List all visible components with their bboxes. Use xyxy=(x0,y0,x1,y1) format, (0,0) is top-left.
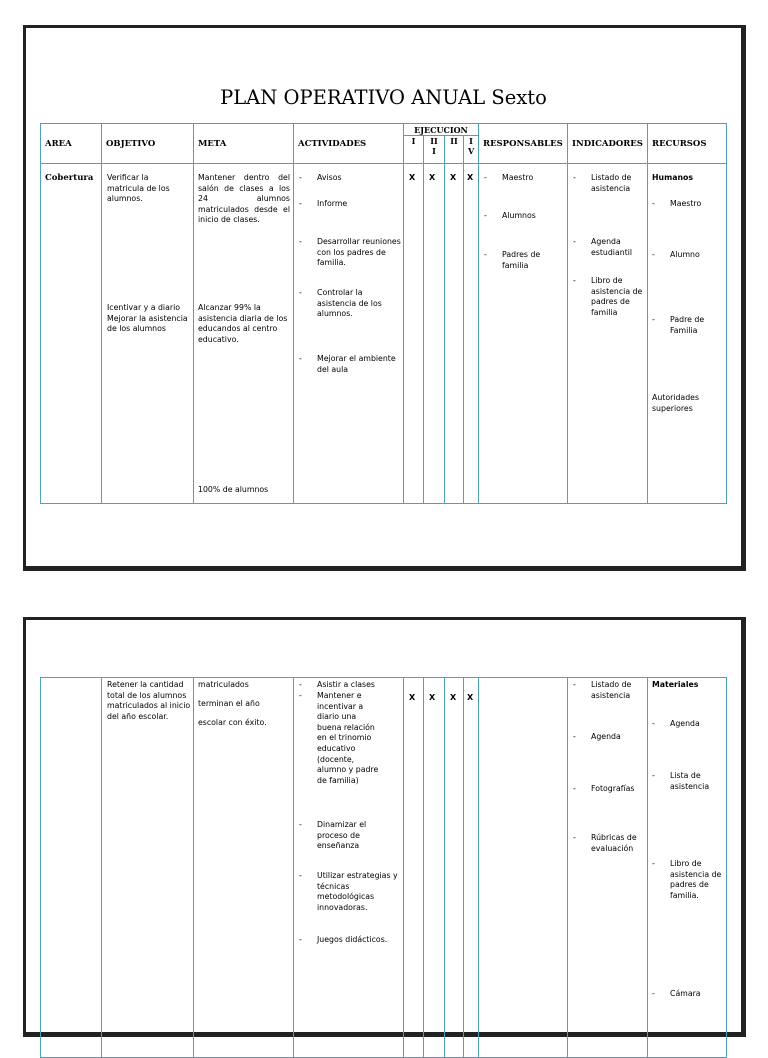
recurso-item: Lista de asistencia xyxy=(670,771,710,791)
ejecucion-q4-cell xyxy=(464,678,479,1058)
header-objetivo: OBJETIVO xyxy=(102,124,194,164)
recurso-item: Padre de Familia xyxy=(670,315,705,335)
recurso-item: Agenda xyxy=(670,719,700,728)
actividad-item: Utilizar estrategias y técnicas metodológicas innovadoras. xyxy=(317,871,398,912)
meta-cell xyxy=(194,678,294,1058)
ejecucion-q2-cell xyxy=(424,678,445,1058)
objetivo-item: Verificar la matricula de los alumnos. xyxy=(107,173,170,204)
ejecucion-q1-cell xyxy=(404,164,424,504)
actividad-item: Desarrollar reuniones con los padres de familia. xyxy=(317,237,401,268)
ejecucion-mark: X xyxy=(409,693,416,702)
ejecucion-mark: X xyxy=(409,173,416,182)
actividad-item: Informe xyxy=(317,199,348,208)
indicador-item: Fotografías xyxy=(591,784,635,793)
table-row xyxy=(41,164,727,504)
header-indicadores: INDICADORES xyxy=(568,124,648,164)
area-cell xyxy=(41,678,102,1058)
recursos-cell: Materiales - Agenda - Lista de asistencia - Libro de asistencia de padres de familia. - Cámara xyxy=(648,678,727,1058)
area-cell xyxy=(41,164,102,504)
objetivo-cell xyxy=(102,678,194,1058)
actividades-cell: - Avisos - Informe - Desarrollar reuniones con los padres de familia. - Controlar la asistencia de los alumnos. - Mejorar el ambiente del aula xyxy=(294,164,404,504)
recursos-heading: Materiales xyxy=(652,680,699,689)
responsables-cell xyxy=(479,678,568,1058)
header-meta: META xyxy=(194,124,294,164)
indicador-item: Agenda xyxy=(591,732,621,741)
actividad-item: Mantener e incentivar a diario una buena relación en el trinomio educativo (docente, alumno y padre de familia) xyxy=(317,691,379,785)
area-cobertura: Cobertura xyxy=(45,173,94,183)
meta-item: terminan el año xyxy=(198,699,260,708)
header-responsables: RESPONSABLES xyxy=(479,124,568,164)
meta-item: 100% de alumnos xyxy=(198,485,269,494)
indicador-item: Rúbricas de evaluación xyxy=(591,833,637,853)
recurso-extra: Autoridades superiores xyxy=(652,393,700,413)
document-page-1 xyxy=(23,25,746,571)
ejecucion-mark: X xyxy=(429,693,436,702)
indicador-item: Listado de asistencia xyxy=(591,680,632,700)
responsable-item: Padres de familia xyxy=(502,250,541,270)
meta-item: escolar con éxito. xyxy=(198,718,267,727)
meta-cell xyxy=(194,164,294,504)
plan-table xyxy=(40,123,727,504)
header-quarter-2: II I xyxy=(424,136,445,164)
actividad-item: Asistir a clases xyxy=(317,680,375,689)
meta-item: matriculados xyxy=(198,680,249,689)
meta-item: Alcanzar 99% la asistencia diaria de los educandos al centro educativo. xyxy=(198,303,288,344)
recursos-heading: Humanos xyxy=(652,173,694,182)
document-title: PLAN OPERATIVO ANUAL Sexto xyxy=(220,86,547,109)
meta-item: Mantener dentro del salón de clases a los 24 alumnos matriculados desde el inicio de clases. xyxy=(198,173,290,225)
ejecucion-q2-cell xyxy=(424,164,445,504)
header-quarter-1: I xyxy=(404,136,424,164)
actividades-cell: - Asistir a clases - Mantener e incentivar a diario una buena relación en el trinomio educativo (docente, alumno y padre de familia) - Dinamizar el proceso de enseñanza - Utilizar estrategias y técnicas metodológicas innovadoras. - Juegos didácticos. xyxy=(294,678,404,1058)
ejecucion-mark: X xyxy=(467,693,474,702)
actividad-item: Dinamizar el proceso de enseñanza xyxy=(317,820,367,851)
document-page-2 xyxy=(23,617,746,1037)
recurso-item: Maestro xyxy=(670,199,702,208)
header-quarter-4: I V xyxy=(464,136,479,164)
ejecucion-mark: X xyxy=(429,173,436,182)
header-ejecucion: EJECUCION xyxy=(404,124,479,136)
table-row xyxy=(41,678,727,1058)
responsable-item: Maestro xyxy=(502,173,534,182)
objetivo-item: Retener la cantidad total de los alumnos matriculados al inicio del año escolar. xyxy=(107,680,191,721)
objetivo-cell xyxy=(102,164,194,504)
plan-table-continued xyxy=(40,677,727,1058)
ejecucion-mark: X xyxy=(450,693,457,702)
ejecucion-mark: X xyxy=(450,173,457,182)
header-actividades: ACTIVIDADES xyxy=(294,124,404,164)
ejecucion-q4-cell xyxy=(464,164,479,504)
indicador-item: Libro de asistencia de padres de familia xyxy=(591,276,643,317)
actividad-item: Juegos didácticos. xyxy=(317,935,388,944)
indicadores-cell: - Listado de asistencia - Agenda estudiantil - Libro de asistencia de padres de familia xyxy=(568,164,648,504)
actividad-item: Controlar la asistencia de los alumnos. xyxy=(317,288,382,319)
header-recursos: RECURSOS xyxy=(648,124,727,164)
recurso-item: Alumno xyxy=(670,250,700,259)
indicador-item: Agenda estudiantil xyxy=(591,237,633,257)
header-area: AREA xyxy=(41,124,102,164)
indicadores-cell: - Listado de asistencia - Agenda - Fotografías - Rúbricas de evaluación xyxy=(568,678,648,1058)
recurso-item: Cámara xyxy=(670,989,701,998)
header-quarter-3: II xyxy=(445,136,464,164)
actividad-item: Mejorar el ambiente del aula xyxy=(317,354,396,374)
ejecucion-q3-cell xyxy=(445,164,464,504)
ejecucion-mark: X xyxy=(467,173,474,182)
ejecucion-q3-cell xyxy=(445,678,464,1058)
objetivo-item: Icentivar y a diario Mejorar la asistencia de los alumnos xyxy=(107,303,188,334)
recurso-item: Libro de asistencia de padres de familia. xyxy=(670,859,722,900)
ejecucion-q1-cell xyxy=(404,678,424,1058)
responsables-cell: - Maestro - Alumnos - Padres de familia xyxy=(479,164,568,504)
responsable-item: Alumnos xyxy=(502,211,536,220)
indicador-item: Listado de asistencia xyxy=(591,173,632,193)
actividad-item: Avisos xyxy=(317,173,342,182)
recursos-cell: Humanos - Maestro - Alumno - Padre de Familia Autoridades superiores xyxy=(648,164,727,504)
